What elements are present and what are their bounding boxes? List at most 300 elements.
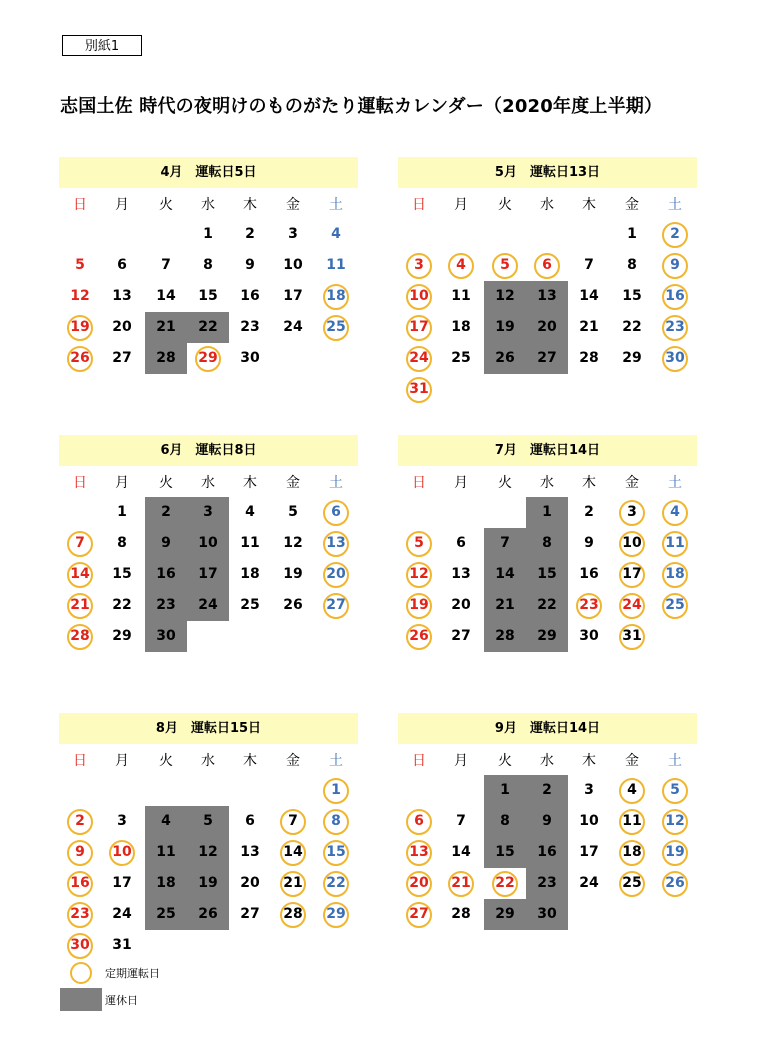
day-number: 20 xyxy=(537,319,557,335)
day-cell xyxy=(654,528,696,559)
day-number: 5 xyxy=(75,257,85,273)
day-number: 22 xyxy=(198,319,218,335)
day-number: 3 xyxy=(117,813,127,829)
day-number: 27 xyxy=(451,628,471,644)
weekday-label: 土 xyxy=(329,197,343,213)
day-cell xyxy=(484,806,526,837)
weekday-label: 日 xyxy=(73,197,87,213)
day-number: 10 xyxy=(198,535,218,551)
day-number: 29 xyxy=(622,350,642,366)
day-number: 22 xyxy=(495,875,515,891)
day-number: 24 xyxy=(198,597,218,613)
day-cell xyxy=(440,899,482,930)
weekday-label: 土 xyxy=(668,753,682,769)
day-cell xyxy=(229,590,271,621)
day-number: 30 xyxy=(579,628,599,644)
day-cell xyxy=(484,621,526,652)
day-number: 16 xyxy=(537,844,557,860)
day-number: 28 xyxy=(579,350,599,366)
day-cell xyxy=(145,497,187,528)
day-cell xyxy=(526,775,568,806)
day-number: 8 xyxy=(542,535,552,551)
day-number: 11 xyxy=(665,535,685,551)
day-number: 21 xyxy=(495,597,515,613)
day-number: 26 xyxy=(198,906,218,922)
weekday-row xyxy=(59,188,358,219)
day-grid xyxy=(59,497,358,683)
day-cell xyxy=(526,837,568,868)
day-cell xyxy=(654,806,696,837)
day-cell xyxy=(568,343,610,374)
day-number: 29 xyxy=(495,906,515,922)
day-number: 28 xyxy=(495,628,515,644)
day-cell xyxy=(59,528,101,559)
day-number: 28 xyxy=(451,906,471,922)
day-cell xyxy=(187,899,229,930)
day-cell xyxy=(484,312,526,343)
day-number: 1 xyxy=(627,226,637,242)
day-number: 26 xyxy=(409,628,429,644)
weekday-label: 月 xyxy=(115,753,129,769)
day-cell xyxy=(654,219,696,250)
day-cell xyxy=(611,559,653,590)
day-cell xyxy=(272,590,314,621)
day-cell xyxy=(145,837,187,868)
day-number: 6 xyxy=(245,813,255,829)
day-cell xyxy=(315,775,357,806)
day-number: 20 xyxy=(112,319,132,335)
day-cell xyxy=(272,528,314,559)
day-cell xyxy=(526,806,568,837)
day-number: 24 xyxy=(622,597,642,613)
weekday-label: 金 xyxy=(286,475,300,491)
day-cell xyxy=(272,559,314,590)
attachment-label: 別紙1 xyxy=(62,35,142,56)
day-number: 2 xyxy=(161,504,171,520)
day-number: 24 xyxy=(409,350,429,366)
day-number: 20 xyxy=(240,875,260,891)
day-cell xyxy=(59,312,101,343)
day-cell xyxy=(229,559,271,590)
weekday-label: 土 xyxy=(668,197,682,213)
day-cell xyxy=(526,621,568,652)
day-cell xyxy=(272,219,314,250)
day-number: 14 xyxy=(495,566,515,582)
day-number: 5 xyxy=(414,535,424,551)
day-number: 13 xyxy=(451,566,471,582)
day-cell xyxy=(654,559,696,590)
day-cell xyxy=(526,528,568,559)
day-number: 25 xyxy=(240,597,260,613)
day-number: 5 xyxy=(670,782,680,798)
weekday-label: 月 xyxy=(454,197,468,213)
day-number: 28 xyxy=(283,906,303,922)
weekday-label: 火 xyxy=(159,475,173,491)
day-number: 15 xyxy=(326,844,346,860)
page-title: 志国土佐 時代の夜明けのものがたり運転カレンダー（2020年度上半期） xyxy=(60,96,663,117)
day-number: 26 xyxy=(283,597,303,613)
day-cell xyxy=(101,868,143,899)
weekday-label: 金 xyxy=(625,197,639,213)
day-cell xyxy=(187,312,229,343)
day-cell xyxy=(654,775,696,806)
day-number: 25 xyxy=(665,597,685,613)
weekday-row xyxy=(398,466,697,497)
day-number: 29 xyxy=(537,628,557,644)
day-cell xyxy=(145,281,187,312)
day-number: 5 xyxy=(288,504,298,520)
day-cell xyxy=(568,621,610,652)
weekday-label: 金 xyxy=(286,197,300,213)
day-cell xyxy=(568,837,610,868)
weekday-label: 水 xyxy=(540,753,554,769)
day-number: 22 xyxy=(112,597,132,613)
day-number: 23 xyxy=(537,875,557,891)
day-number: 11 xyxy=(326,257,346,273)
day-number: 3 xyxy=(627,504,637,520)
month-calendar xyxy=(398,435,697,683)
day-cell xyxy=(59,930,101,961)
month-header: 4月 運転日5日 xyxy=(59,157,358,188)
day-number: 17 xyxy=(112,875,132,891)
day-number: 27 xyxy=(537,350,557,366)
day-number: 9 xyxy=(245,257,255,273)
day-cell xyxy=(484,775,526,806)
day-number: 5 xyxy=(500,257,510,273)
day-number: 21 xyxy=(156,319,176,335)
day-cell xyxy=(59,899,101,930)
day-cell xyxy=(229,281,271,312)
day-number: 1 xyxy=(542,504,552,520)
day-number: 24 xyxy=(579,875,599,891)
day-number: 17 xyxy=(409,319,429,335)
weekday-label: 月 xyxy=(115,197,129,213)
day-number: 30 xyxy=(537,906,557,922)
day-number: 6 xyxy=(414,813,424,829)
day-number: 19 xyxy=(665,844,685,860)
day-number: 13 xyxy=(112,288,132,304)
day-cell xyxy=(59,281,101,312)
weekday-label: 月 xyxy=(115,475,129,491)
weekday-label: 月 xyxy=(454,753,468,769)
day-cell xyxy=(526,590,568,621)
day-cell xyxy=(315,312,357,343)
day-number: 25 xyxy=(622,875,642,891)
day-cell xyxy=(145,868,187,899)
day-number: 12 xyxy=(283,535,303,551)
day-cell xyxy=(315,806,357,837)
day-number: 2 xyxy=(670,226,680,242)
day-grid xyxy=(398,497,697,683)
day-number: 8 xyxy=(203,257,213,273)
day-cell xyxy=(229,528,271,559)
day-number: 2 xyxy=(75,813,85,829)
day-cell xyxy=(101,497,143,528)
day-number: 7 xyxy=(75,535,85,551)
day-number: 20 xyxy=(451,597,471,613)
day-cell xyxy=(145,312,187,343)
day-number: 5 xyxy=(203,813,213,829)
weekday-label: 水 xyxy=(540,475,554,491)
day-cell xyxy=(187,343,229,374)
day-number: 27 xyxy=(112,350,132,366)
day-number: 17 xyxy=(579,844,599,860)
day-cell xyxy=(315,868,357,899)
day-number: 29 xyxy=(112,628,132,644)
day-number: 29 xyxy=(198,350,218,366)
day-cell xyxy=(229,497,271,528)
day-number: 24 xyxy=(283,319,303,335)
day-cell xyxy=(611,837,653,868)
day-cell xyxy=(315,219,357,250)
day-number: 16 xyxy=(579,566,599,582)
day-cell xyxy=(187,528,229,559)
day-grid xyxy=(59,219,358,405)
day-number: 8 xyxy=(117,535,127,551)
day-cell xyxy=(229,250,271,281)
weekday-label: 木 xyxy=(243,197,257,213)
day-number: 13 xyxy=(409,844,429,860)
day-cell xyxy=(145,559,187,590)
day-cell xyxy=(59,343,101,374)
day-cell xyxy=(187,837,229,868)
day-number: 1 xyxy=(331,782,341,798)
day-cell xyxy=(272,250,314,281)
day-number: 11 xyxy=(156,844,176,860)
weekday-label: 金 xyxy=(625,475,639,491)
day-number: 10 xyxy=(579,813,599,829)
day-number: 1 xyxy=(500,782,510,798)
day-cell xyxy=(187,559,229,590)
day-cell xyxy=(59,559,101,590)
weekday-label: 土 xyxy=(329,475,343,491)
day-number: 2 xyxy=(245,226,255,242)
day-number: 15 xyxy=(495,844,515,860)
day-number: 31 xyxy=(622,628,642,644)
day-number: 23 xyxy=(579,597,599,613)
day-cell xyxy=(398,250,440,281)
day-cell xyxy=(440,590,482,621)
day-cell xyxy=(101,837,143,868)
month-header: 7月 運転日14日 xyxy=(398,435,697,466)
day-number: 25 xyxy=(451,350,471,366)
day-cell xyxy=(654,250,696,281)
day-number: 13 xyxy=(240,844,260,860)
day-number: 4 xyxy=(456,257,466,273)
day-cell xyxy=(398,559,440,590)
day-cell xyxy=(611,868,653,899)
day-number: 10 xyxy=(283,257,303,273)
day-number: 31 xyxy=(112,937,132,953)
day-number: 28 xyxy=(156,350,176,366)
day-cell xyxy=(568,806,610,837)
day-cell xyxy=(187,868,229,899)
day-cell xyxy=(145,528,187,559)
day-cell xyxy=(59,868,101,899)
day-cell xyxy=(187,806,229,837)
day-number: 17 xyxy=(198,566,218,582)
weekday-label: 水 xyxy=(540,197,554,213)
day-cell xyxy=(187,281,229,312)
day-number: 12 xyxy=(409,566,429,582)
weekday-label: 火 xyxy=(498,753,512,769)
day-number: 4 xyxy=(627,782,637,798)
day-cell xyxy=(568,497,610,528)
day-number: 14 xyxy=(70,566,90,582)
day-cell xyxy=(526,899,568,930)
day-number: 28 xyxy=(70,628,90,644)
day-cell xyxy=(315,837,357,868)
day-cell xyxy=(398,806,440,837)
day-cell xyxy=(101,281,143,312)
day-cell xyxy=(101,930,143,961)
day-number: 12 xyxy=(665,813,685,829)
day-cell xyxy=(526,250,568,281)
month-calendar xyxy=(398,713,697,961)
day-number: 9 xyxy=(542,813,552,829)
weekday-label: 火 xyxy=(498,197,512,213)
weekday-label: 土 xyxy=(668,475,682,491)
day-cell xyxy=(272,497,314,528)
day-number: 23 xyxy=(665,319,685,335)
day-number: 14 xyxy=(579,288,599,304)
day-number: 23 xyxy=(156,597,176,613)
day-number: 1 xyxy=(203,226,213,242)
day-number: 4 xyxy=(670,504,680,520)
day-number: 3 xyxy=(414,257,424,273)
day-cell xyxy=(654,312,696,343)
day-cell xyxy=(187,250,229,281)
day-number: 30 xyxy=(665,350,685,366)
day-number: 18 xyxy=(156,875,176,891)
day-number: 11 xyxy=(451,288,471,304)
day-number: 22 xyxy=(326,875,346,891)
day-number: 24 xyxy=(112,906,132,922)
day-number: 26 xyxy=(665,875,685,891)
day-cell xyxy=(654,590,696,621)
weekday-label: 月 xyxy=(454,475,468,491)
day-cell xyxy=(568,250,610,281)
day-number: 2 xyxy=(584,504,594,520)
day-cell xyxy=(568,775,610,806)
day-cell xyxy=(526,281,568,312)
weekday-label: 火 xyxy=(498,475,512,491)
weekday-label: 金 xyxy=(625,753,639,769)
day-cell xyxy=(187,590,229,621)
day-cell xyxy=(272,312,314,343)
day-cell xyxy=(568,312,610,343)
day-number: 20 xyxy=(326,566,346,582)
day-number: 15 xyxy=(537,566,557,582)
day-cell xyxy=(315,528,357,559)
day-cell xyxy=(440,250,482,281)
day-number: 13 xyxy=(537,288,557,304)
day-number: 15 xyxy=(112,566,132,582)
day-number: 11 xyxy=(622,813,642,829)
day-cell xyxy=(398,899,440,930)
day-cell xyxy=(484,250,526,281)
day-cell xyxy=(59,621,101,652)
day-number: 31 xyxy=(409,381,429,397)
day-cell xyxy=(611,281,653,312)
day-cell xyxy=(654,837,696,868)
day-cell xyxy=(272,899,314,930)
weekday-row xyxy=(59,744,358,775)
day-number: 14 xyxy=(283,844,303,860)
day-number: 6 xyxy=(542,257,552,273)
day-number: 3 xyxy=(288,226,298,242)
day-number: 26 xyxy=(495,350,515,366)
day-cell xyxy=(526,868,568,899)
day-number: 7 xyxy=(161,257,171,273)
day-number: 4 xyxy=(331,226,341,242)
day-cell xyxy=(526,559,568,590)
day-cell xyxy=(315,281,357,312)
weekday-label: 木 xyxy=(582,475,596,491)
weekday-label: 水 xyxy=(201,753,215,769)
day-number: 22 xyxy=(622,319,642,335)
weekday-label: 日 xyxy=(73,475,87,491)
day-cell xyxy=(526,343,568,374)
day-cell xyxy=(101,590,143,621)
day-cell xyxy=(229,806,271,837)
day-cell xyxy=(145,621,187,652)
weekday-label: 水 xyxy=(201,197,215,213)
day-number: 27 xyxy=(240,906,260,922)
day-cell xyxy=(484,837,526,868)
day-cell xyxy=(59,250,101,281)
day-cell xyxy=(145,250,187,281)
day-cell xyxy=(398,374,440,405)
day-cell xyxy=(611,775,653,806)
weekday-label: 木 xyxy=(243,475,257,491)
day-number: 14 xyxy=(451,844,471,860)
day-cell xyxy=(440,343,482,374)
day-cell xyxy=(272,837,314,868)
day-cell xyxy=(145,806,187,837)
day-cell xyxy=(59,590,101,621)
day-cell xyxy=(229,312,271,343)
weekday-label: 日 xyxy=(412,475,426,491)
day-cell xyxy=(229,868,271,899)
day-number: 27 xyxy=(326,597,346,613)
day-cell xyxy=(59,837,101,868)
day-cell xyxy=(484,281,526,312)
day-cell xyxy=(101,806,143,837)
legend-closed-swatch xyxy=(60,988,102,1011)
day-cell xyxy=(611,219,653,250)
day-cell xyxy=(611,590,653,621)
day-cell xyxy=(440,528,482,559)
day-cell xyxy=(101,312,143,343)
day-cell xyxy=(398,343,440,374)
month-header: 8月 運転日15日 xyxy=(59,713,358,744)
day-cell xyxy=(654,343,696,374)
day-cell xyxy=(440,621,482,652)
day-number: 7 xyxy=(500,535,510,551)
day-cell xyxy=(101,250,143,281)
weekday-label: 日 xyxy=(412,753,426,769)
day-cell xyxy=(526,312,568,343)
day-cell xyxy=(398,590,440,621)
legend-circle-label: 定期運転日 xyxy=(105,967,160,980)
legend-closed-label: 運休日 xyxy=(105,994,138,1007)
day-cell xyxy=(654,868,696,899)
day-grid xyxy=(398,775,697,961)
month-header: 9月 運転日14日 xyxy=(398,713,697,744)
day-cell xyxy=(272,281,314,312)
day-cell xyxy=(145,343,187,374)
